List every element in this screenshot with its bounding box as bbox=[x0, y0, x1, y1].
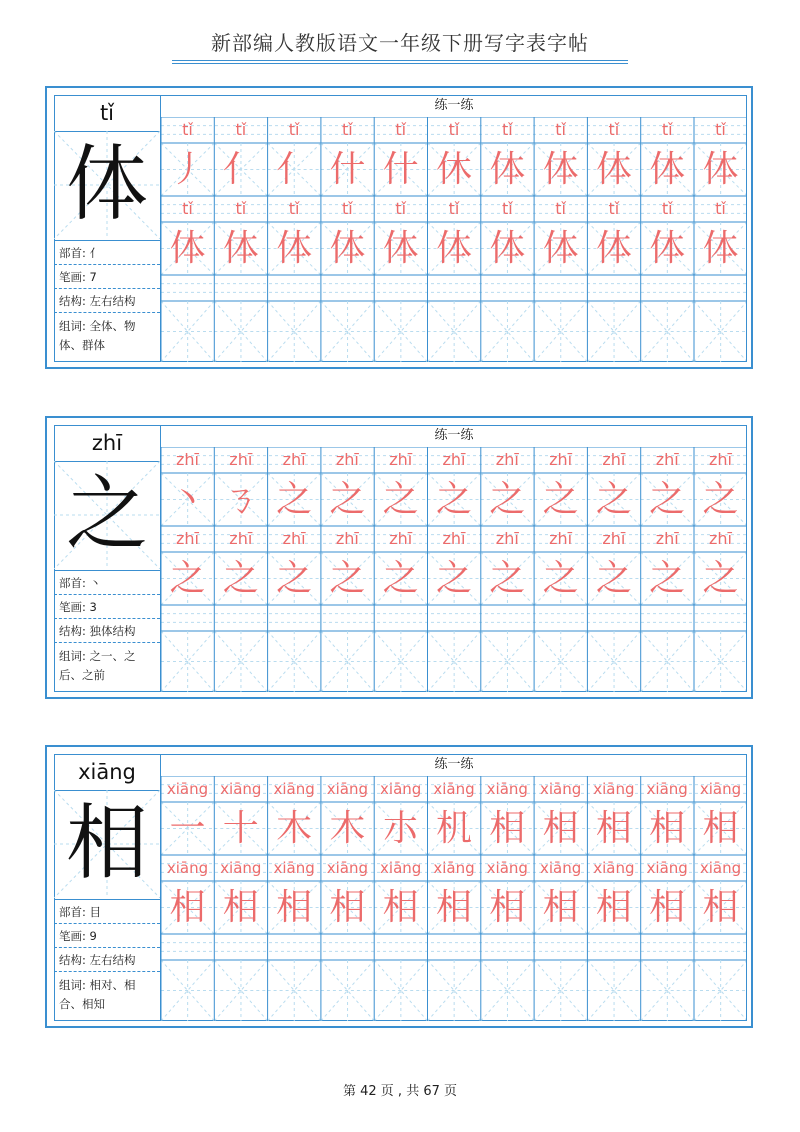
main-char: 相 bbox=[65, 796, 148, 891]
trace-char: 体 bbox=[329, 228, 366, 269]
practice-pinyin: zhī bbox=[335, 450, 359, 469]
practice-pinyin: zhī bbox=[655, 529, 679, 548]
word-examples bbox=[54, 976, 160, 1014]
practice-pinyin: xiāng bbox=[486, 780, 528, 798]
char-info-column bbox=[54, 95, 161, 362]
stroke-order-char: 之 bbox=[702, 479, 739, 520]
stroke-order-char: 之 bbox=[276, 479, 313, 520]
stroke-order-char: 体 bbox=[489, 149, 526, 190]
trace-char: 之 bbox=[276, 558, 313, 599]
trace-char: 相 bbox=[702, 887, 739, 928]
practice-pinyin: zhī bbox=[709, 450, 732, 469]
trace-char: 体 bbox=[542, 228, 579, 269]
trace-char: 体 bbox=[169, 228, 206, 269]
practice-label: 练一练 bbox=[434, 757, 474, 772]
practice-pinyin: xiāng bbox=[273, 859, 315, 877]
main-pinyin: xiāng bbox=[54, 754, 160, 791]
stroke-order-char: 之 bbox=[595, 479, 632, 520]
trace-char: 体 bbox=[222, 228, 259, 269]
word-examples-line1: 组词: 相对、相 bbox=[59, 978, 136, 992]
stroke-order-char: 体 bbox=[542, 149, 579, 190]
trace-char: 相 bbox=[595, 887, 632, 928]
practice-pinyin: tǐ bbox=[448, 120, 460, 139]
practice-pinyin: tǐ bbox=[235, 120, 247, 139]
practice-pinyin: xiāng bbox=[220, 780, 262, 798]
practice-pinyin: tǐ bbox=[395, 199, 407, 218]
stroke-order-char: 之 bbox=[382, 479, 419, 520]
trace-char: 体 bbox=[276, 228, 313, 269]
practice-pinyin: xiāng bbox=[539, 780, 582, 798]
practice-pinyin: zhī bbox=[709, 529, 732, 548]
practice-label: 练一练 bbox=[434, 98, 474, 113]
trace-char: 体 bbox=[489, 228, 526, 269]
stroke-order-char: 亻 bbox=[276, 149, 313, 190]
practice-pinyin: tǐ bbox=[608, 120, 620, 139]
practice-pinyin: zhī bbox=[655, 450, 679, 469]
practice-pinyin: tǐ bbox=[501, 199, 513, 218]
stroke-order-char: 一 bbox=[169, 808, 206, 849]
main-char-box bbox=[54, 790, 160, 898]
practice-pinyin: xiāng bbox=[646, 780, 688, 798]
stroke-order-char: 相 bbox=[489, 808, 526, 849]
practice-pinyin: zhī bbox=[389, 450, 413, 469]
practice-pinyin: xiāng bbox=[593, 780, 635, 798]
stroke-order-char: 之 bbox=[329, 479, 366, 520]
practice-pinyin: tǐ bbox=[235, 199, 247, 218]
practice-pinyin: xiāng bbox=[220, 859, 262, 877]
practice-pinyin: tǐ bbox=[715, 199, 726, 218]
practice-pinyin: xiāng bbox=[380, 859, 422, 877]
practice-pinyin: tǐ bbox=[555, 199, 566, 218]
stroke-order-char: 之 bbox=[489, 479, 526, 520]
practice-pinyin: zhī bbox=[229, 529, 253, 548]
trace-char: 之 bbox=[329, 558, 366, 599]
practice-pinyin: zhī bbox=[335, 529, 359, 548]
practice-pinyin: tǐ bbox=[715, 120, 726, 139]
title-underline-2 bbox=[172, 63, 628, 64]
page-number: 第 42 页 , 共 67 页 bbox=[342, 1084, 457, 1099]
practice-pinyin: zhī bbox=[549, 450, 573, 469]
info-divider bbox=[54, 570, 160, 571]
practice-pinyin: zhī bbox=[602, 450, 626, 469]
main-pinyin: zhī bbox=[54, 425, 160, 462]
stroke-order-char: 木 bbox=[276, 808, 313, 849]
practice-pinyin: tǐ bbox=[342, 199, 353, 218]
practice-pinyin: xiāng bbox=[486, 859, 528, 877]
word-examples bbox=[54, 647, 160, 685]
practice-pinyin: tǐ bbox=[288, 199, 300, 218]
practice-pinyin: xiāng bbox=[539, 859, 582, 877]
practice-pinyin: tǐ bbox=[501, 120, 513, 139]
practice-pinyin: xiāng bbox=[433, 859, 475, 877]
info-divider bbox=[54, 899, 160, 900]
trace-char: 之 bbox=[649, 558, 686, 599]
trace-char: 之 bbox=[489, 558, 526, 599]
stroke-order-char: ㄋ bbox=[222, 479, 259, 520]
practice-pinyin: tǐ bbox=[342, 120, 353, 139]
stroke-order-char: 朩 bbox=[382, 808, 419, 849]
stroke-order-char: 体 bbox=[649, 149, 686, 190]
trace-char: 相 bbox=[382, 887, 419, 928]
trace-char: 体 bbox=[702, 228, 739, 269]
practice-label: 练一练 bbox=[434, 428, 474, 443]
stroke-order-char: 相 bbox=[595, 808, 632, 849]
practice-pinyin: tǐ bbox=[608, 199, 620, 218]
practice-pinyin: zhī bbox=[442, 450, 466, 469]
stroke-order-char: 十 bbox=[222, 808, 259, 849]
trace-char: 相 bbox=[649, 887, 686, 928]
page-title: 新部编人教版语文一年级下册写字表字帖 bbox=[211, 31, 589, 55]
trace-char: 之 bbox=[595, 558, 632, 599]
trace-char: 相 bbox=[222, 887, 259, 928]
practice-pinyin: zhī bbox=[176, 450, 199, 469]
practice-pinyin: zhī bbox=[495, 450, 519, 469]
trace-char: 体 bbox=[649, 228, 686, 269]
practice-pinyin: zhī bbox=[442, 529, 466, 548]
stroke-order-char: 之 bbox=[435, 479, 472, 520]
stroke-order-char: 什 bbox=[382, 149, 419, 190]
stroke-order-char: 体 bbox=[702, 149, 739, 190]
main-char: 体 bbox=[65, 137, 148, 232]
word-examples-line1: 组词: 之一、之 bbox=[59, 649, 136, 663]
practice-pinyin: zhī bbox=[282, 529, 306, 548]
stroke-order-char: 丿 bbox=[169, 149, 206, 190]
practice-pinyin: xiāng bbox=[326, 780, 369, 798]
practice-pinyin: xiāng bbox=[433, 780, 475, 798]
structure-info: 结构: 左右结构 bbox=[54, 948, 160, 972]
practice-pinyin: zhī bbox=[176, 529, 199, 548]
trace-char: 体 bbox=[435, 228, 472, 269]
radical-info: 部首: 亻 bbox=[54, 241, 160, 265]
practice-pinyin: zhī bbox=[549, 529, 573, 548]
word-examples-line2: 合、相知 bbox=[59, 997, 105, 1011]
main-char-box bbox=[54, 461, 160, 569]
trace-char: 相 bbox=[489, 887, 526, 928]
trace-char: 相 bbox=[542, 887, 579, 928]
trace-char: 之 bbox=[222, 558, 259, 599]
char-info-column bbox=[54, 425, 161, 692]
word-examples-line2: 体、群体 bbox=[59, 338, 105, 352]
practice-pinyin: xiāng bbox=[166, 859, 209, 877]
trace-char: 体 bbox=[595, 228, 632, 269]
stroke-count: 笔画: 7 bbox=[54, 265, 160, 289]
structure-info: 结构: 左右结构 bbox=[54, 289, 160, 313]
stroke-order-char: 丶 bbox=[169, 479, 206, 520]
practice-pinyin: tǐ bbox=[395, 120, 407, 139]
trace-char: 之 bbox=[382, 558, 419, 599]
stroke-order-char: 之 bbox=[649, 479, 686, 520]
practice-pinyin: xiāng bbox=[699, 780, 742, 798]
practice-pinyin: zhī bbox=[602, 529, 626, 548]
stroke-order-char: 之 bbox=[542, 479, 579, 520]
practice-pinyin: zhī bbox=[495, 529, 519, 548]
word-examples-line1: 组词: 全体、物 bbox=[59, 319, 136, 333]
stroke-order-char: 相 bbox=[702, 808, 739, 849]
practice-pinyin: tǐ bbox=[555, 120, 566, 139]
practice-pinyin: tǐ bbox=[661, 120, 673, 139]
trace-char: 相 bbox=[329, 887, 366, 928]
trace-char: 之 bbox=[542, 558, 579, 599]
radical-info: 部首: 丶 bbox=[54, 571, 160, 595]
trace-char: 相 bbox=[276, 887, 313, 928]
word-examples bbox=[54, 317, 160, 355]
main-pinyin: tǐ bbox=[54, 95, 160, 132]
info-divider bbox=[54, 240, 160, 241]
stroke-count: 笔画: 3 bbox=[54, 595, 160, 619]
stroke-order-char: 相 bbox=[542, 808, 579, 849]
radical-info: 部首: 目 bbox=[54, 900, 160, 924]
practice-pinyin: tǐ bbox=[288, 120, 300, 139]
main-char: 之 bbox=[65, 467, 148, 562]
practice-pinyin: zhī bbox=[229, 450, 253, 469]
practice-pinyin: zhī bbox=[389, 529, 413, 548]
practice-pinyin: xiāng bbox=[593, 859, 635, 877]
trace-char: 之 bbox=[435, 558, 472, 599]
trace-char: 体 bbox=[382, 228, 419, 269]
structure-info: 结构: 独体结构 bbox=[54, 619, 160, 643]
word-examples-line2: 后、之前 bbox=[59, 668, 105, 682]
practice-pinyin: xiāng bbox=[326, 859, 369, 877]
main-char-box bbox=[54, 131, 160, 239]
trace-char: 相 bbox=[169, 887, 206, 928]
stroke-order-char: 什 bbox=[329, 149, 366, 190]
practice-pinyin: tǐ bbox=[182, 199, 193, 218]
practice-pinyin: xiāng bbox=[166, 780, 209, 798]
title-underline bbox=[172, 60, 628, 61]
practice-pinyin: tǐ bbox=[448, 199, 460, 218]
trace-char: 之 bbox=[702, 558, 739, 599]
stroke-order-char: 机 bbox=[435, 808, 472, 849]
trace-char: 之 bbox=[169, 558, 206, 599]
practice-pinyin: xiāng bbox=[646, 859, 688, 877]
stroke-count: 笔画: 9 bbox=[54, 924, 160, 948]
trace-char: 相 bbox=[435, 887, 472, 928]
practice-pinyin: xiāng bbox=[699, 859, 742, 877]
stroke-order-char: 休 bbox=[435, 149, 472, 190]
char-info-column bbox=[54, 754, 161, 1021]
practice-pinyin: zhī bbox=[282, 450, 306, 469]
practice-pinyin: tǐ bbox=[182, 120, 193, 139]
stroke-order-char: 体 bbox=[595, 149, 632, 190]
stroke-order-char: 木 bbox=[329, 808, 366, 849]
stroke-order-char: 相 bbox=[649, 808, 686, 849]
practice-pinyin: tǐ bbox=[661, 199, 673, 218]
practice-pinyin: xiāng bbox=[380, 780, 422, 798]
stroke-order-char: 亻 bbox=[222, 149, 259, 190]
practice-pinyin: xiāng bbox=[273, 780, 315, 798]
